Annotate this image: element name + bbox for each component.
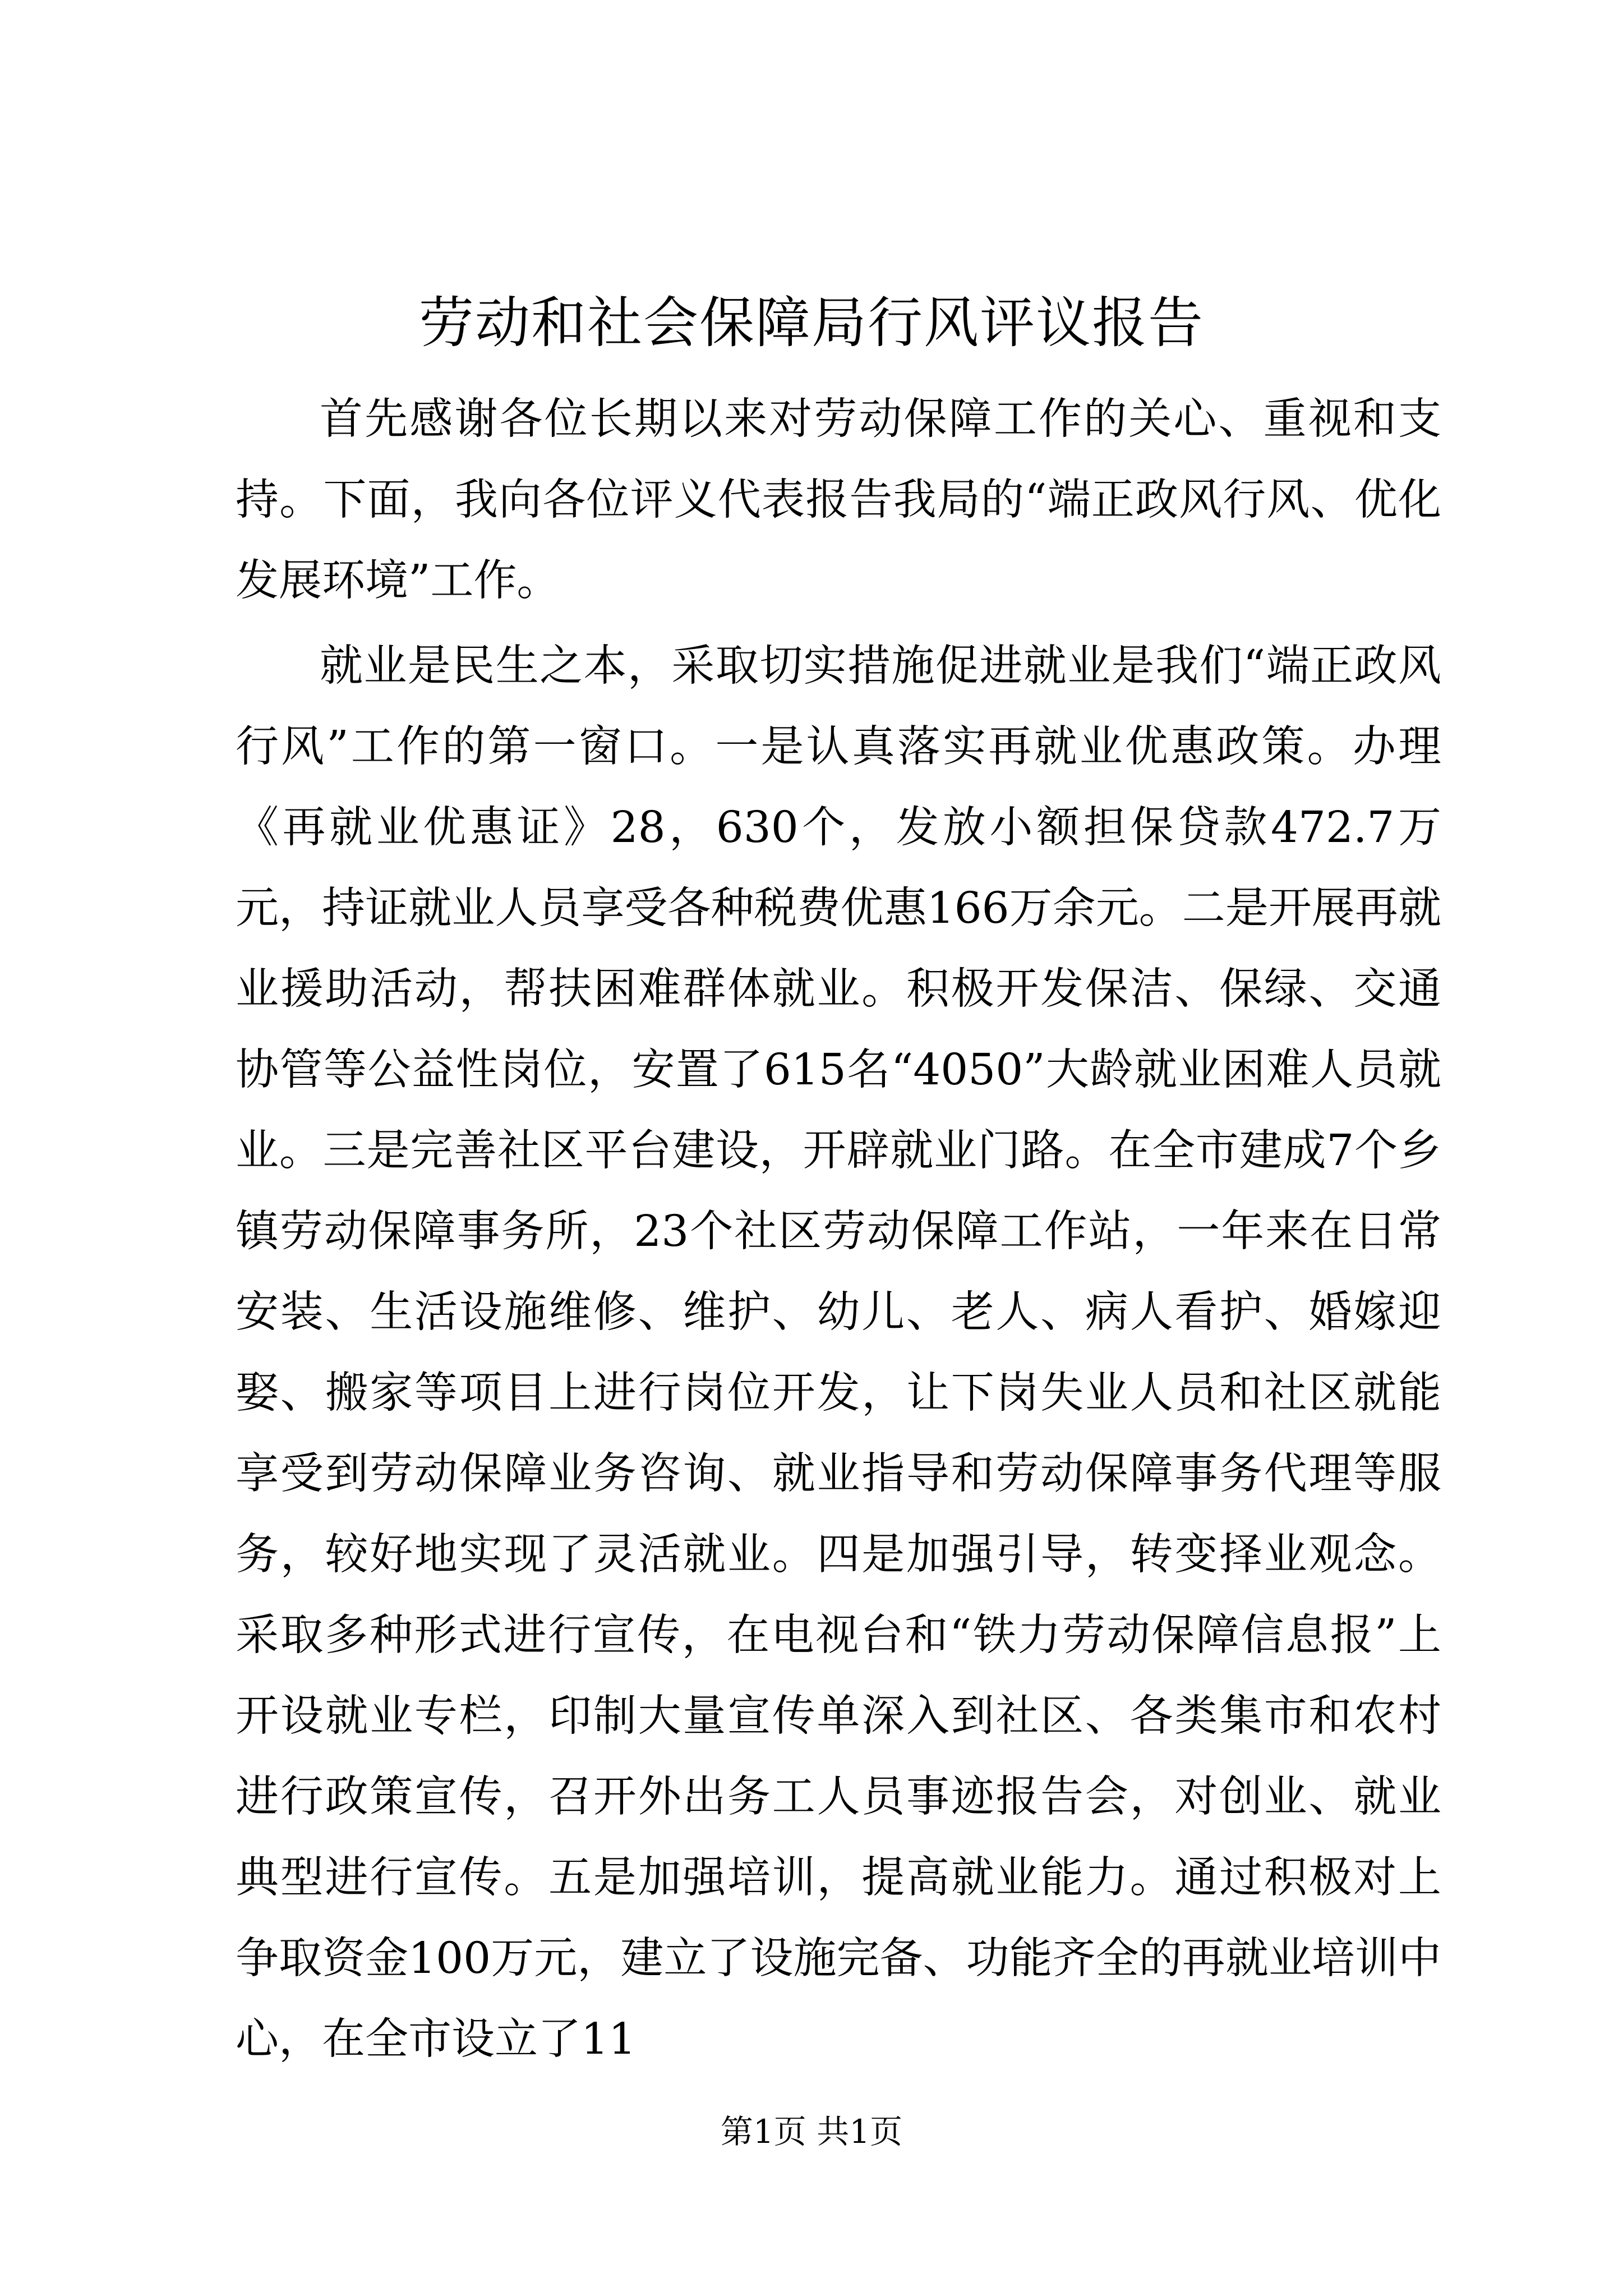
page-footer: 第1页 共1页 — [720, 2113, 903, 2151]
document-body — [236, 379, 1441, 2080]
paragraph-intro: 首先感谢各位长期以来对劳动保障工作的关心、重视和支持。下面，我向各位评义代表报告我局的“端正政风行风、优化发展环境”工作。 — [236, 394, 1441, 606]
paragraph-employment: 就业是民生之本，采取切实措施促进就业是我们“端正政风行风”工作的第一窗口。一是认真落实再就业优惠政策。办理《再就业优惠证》28，630个，发放小额担保贷款472.7万元，持证就业人员享受各种税费优惠166万余元。二是开展再就业援助活动，帮扶困难群体就业。积极开发保洁、保绿、交通协管等公益性岗位，安置了615名“4050”大龄就业困难人员就业。三是完善社区平台建设，开辟就业门路。在全市建成7个乡镇劳动保障事务所，23个社区劳动保障工作站，一年来在日常安装、生活设施维修、维护、幼儿、老人、病人看护、婚嫁迎娶、搬家等项目上进行岗位开发，让下岗失业人员和社区就能享受到劳动保障业务咨询、就业指导和劳动保障事务代理等服务，较好地实现了灵活就业。四是加强引导，转变择业观念。采取多种形式进行宣传，在电视台和“铁力劳动保障信息报”上开设就业专栏，印制大量宣传单深入到社区、各类集市和农村进行政策宣传，召开外出务工人员事迹报告会，对创业、就业典型进行宣传。五是加强培训，提高就业能力。通过积极对上争取资金100万元，建立了设施完备、功能齐全的再就业培训中心，在全市设立了11 — [236, 641, 1441, 2064]
document-title: 劳动和社会保障局行风评议报告 — [418, 291, 1204, 355]
